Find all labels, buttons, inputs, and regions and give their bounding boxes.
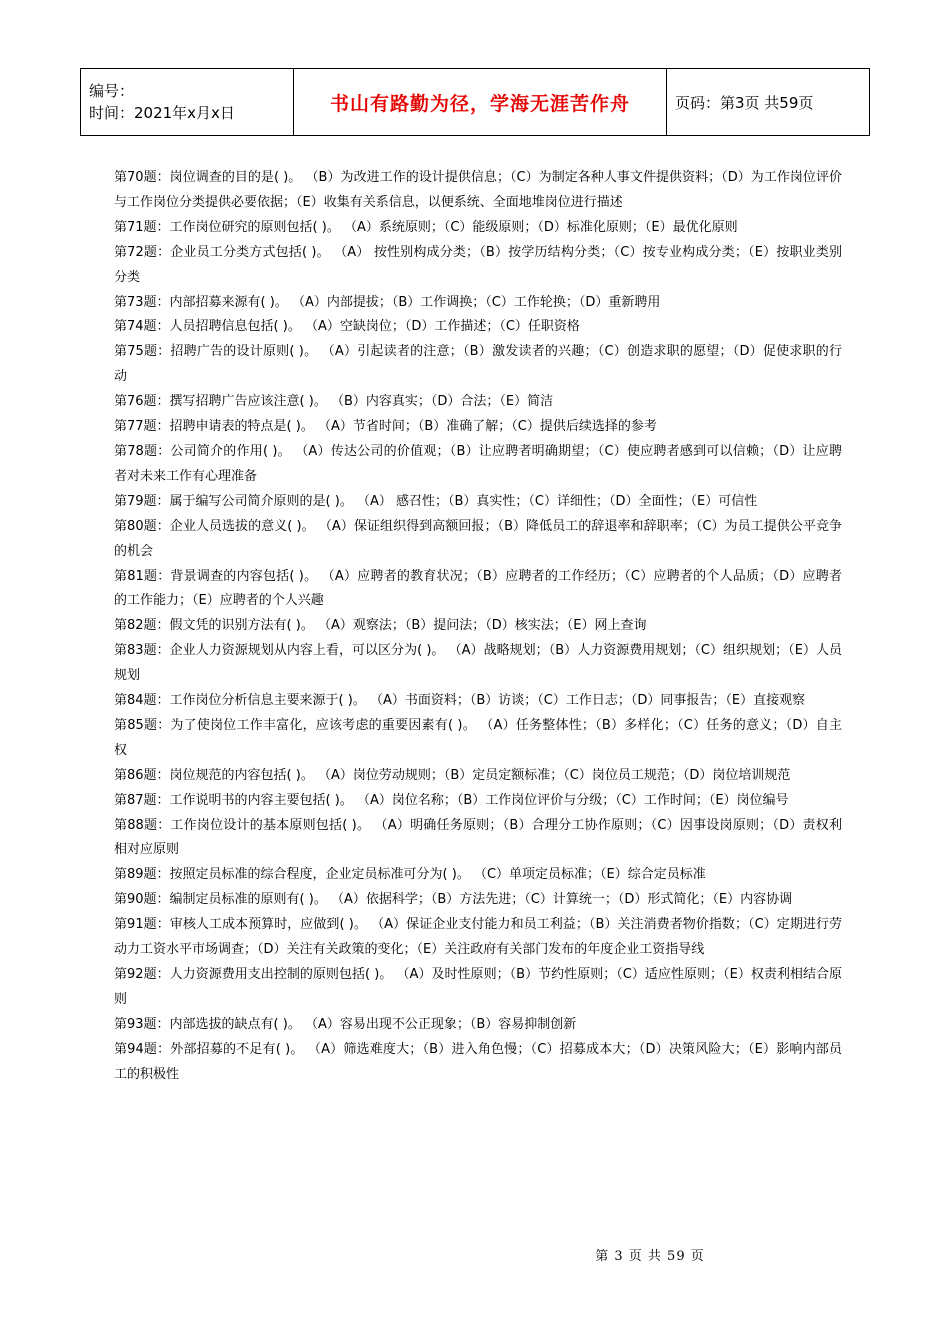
document-date-label: 时间：2021年x月x日	[89, 104, 235, 122]
question-item: 第84题：工作岗位分析信息主要来源于( )。 （A）书面资料；（B）访谈；（C）工作日志；（D）同事报告；（E）直接观察	[114, 693, 806, 709]
question-item: 第74题：人员招聘信息包括( )。 （A）空缺岗位；（D）工作描述；（C）任职资格	[114, 319, 580, 335]
question-item: 第80题：企业人员选拔的意义( )。 （A）保证组织得到高额回报；（B）降低员工的辞退率和辞职率；（C）为员工提供公平竞争的机会	[114, 518, 842, 559]
question-item: 第87题：工作说明书的内容主要包括( )。 （A）岗位名称；（B）工作岗位评价与分级；（C）工作时间；（E）岗位编号	[114, 792, 789, 808]
question-item: 第93题：内部选拔的缺点有( )。 （A）容易出现不公正现象；（B）容易抑制创新	[114, 1016, 577, 1032]
question-item: 第92题：人力资源费用支出控制的原则包括( )。 （A）及时性原则；（B）节约性原则；（C）适应性原则；（E）权责利相结合原则	[114, 967, 842, 1007]
header-motto: 书山有路勤为径，学海无涯苦作舟	[294, 69, 667, 136]
question-item: 第82题：假文凭的识别方法有( )。 （A）观察法；（B）提问法；（D）核实法；（E）网上查询	[114, 618, 647, 634]
question-list	[114, 166, 842, 1088]
question-item: 第77题：招聘申请表的特点是( )。 （A）节省时间；（B）准确了解；（C）提供后续选择的参考	[114, 419, 657, 435]
page-footer: 第 3 页 共 59 页	[595, 1249, 705, 1264]
question-item: 第85题：为了使岗位工作丰富化，应该考虑的重要因素有( )。 （A）任务整体性；（B）多样化；（C）任务的意义；（D）自主权	[114, 717, 842, 758]
question-item: 第88题：工作岗位设计的基本原则包括( )。 （A）明确任务原则；（B）合理分工协作原则；（C）因事设岗原则；（D）责权利相对应原则	[114, 817, 842, 858]
question-item: 第81题：背景调查的内容包括( )。 （A）应聘者的教育状况；（B）应聘者的工作经历；（C）应聘者的个人品质；（D）应聘者的工作能力；（E）应聘者的个人兴趣	[114, 568, 842, 609]
question-item: 第73题：内部招募来源有( )。 （A）内部提拔；（B）工作调换；（C）工作轮换；（D）重新聘用	[114, 294, 661, 310]
question-item: 第89题：按照定员标准的综合程度，企业定员标准可分为( )。 （C）单项定员标准；（E）综合定员标准	[114, 867, 706, 883]
question-item: 第86题：岗位规范的内容包括( )。 （A）岗位劳动规则；（B）定员定额标准；（C）岗位员工规范；（D）岗位培训规范	[114, 767, 791, 783]
question-item: 第75题：招聘广告的设计原则( )。 （A）引起读者的注意；（B）激发读者的兴趣；（C）创造求职的愿望；（D）促使求职的行动	[114, 344, 842, 385]
question-item: 第72题：企业员工分类方式包括( )。 （A） 按性别构成分类；（B）按学历结构分类；（C）按专业构成分类；（E）按职业类别分类	[114, 244, 842, 285]
header-page-label: 页码：第3页 共59页	[667, 69, 870, 136]
question-item: 第90题：编制定员标准的原则有( )。 （A）依据科学；（B）方法先进；（C）计算统一；（D）形式简化；（E）内容协调	[114, 892, 793, 908]
question-item: 第83题：企业人力资源规划从内容上看，可以区分为( )。 （A）战略规划；（B）人力资源费用规划；（C）组织规划；（E）人员规划	[114, 643, 842, 684]
question-item: 第70题：岗位调查的目的是( )。 （B）为改进工作的设计提供信息；（C）为制定各种人事文件提供资料；（D）为工作岗位评价与工作岗位分类提供必要依据；（E）收集有关系信息，以便系统、全面地堆岗位进行描述	[114, 170, 842, 210]
header-info-cell	[81, 69, 294, 136]
question-item: 第71题：工作岗位研究的原则包括( )。 （A）系统原则；（C）能级原则；（D）标准化原则；（E）最优化原则	[114, 219, 738, 235]
document-header	[80, 68, 870, 136]
question-item: 第79题：属于编写公司简介原则的是( )。 （A） 感召性；（B）真实性；（C）详细性；（D）全面性；（E）可信性	[114, 493, 758, 509]
question-item: 第78题：公司简介的作用( )。 （A）传达公司的价值观；（B）让应聘者明确期望；（C）使应聘者感到可以信赖；（D）让应聘者对未来工作有心理准备	[114, 443, 842, 484]
question-item: 第91题：审核人工成本预算时，应做到( )。 （A）保证企业支付能力和员工利益；（B）关注消费者物价指数；（C）定期进行劳动力工资水平市场调查；（D）关注有关政策的变化；（E）关注政府有关部门发布的年度企业工资指导线	[114, 917, 842, 958]
question-item: 第76题：撰写招聘广告应该注意( )。 （B）内容真实；（D）合法；（E）简洁	[114, 394, 554, 410]
document-number-label: 编号：	[89, 82, 135, 100]
question-item: 第94题：外部招募的不足有( )。 （A）筛选难度大；（B）进入角色慢；（C）招募成本大；（D）决策风险大；（E）影响内部员工的积极性	[114, 1041, 842, 1082]
